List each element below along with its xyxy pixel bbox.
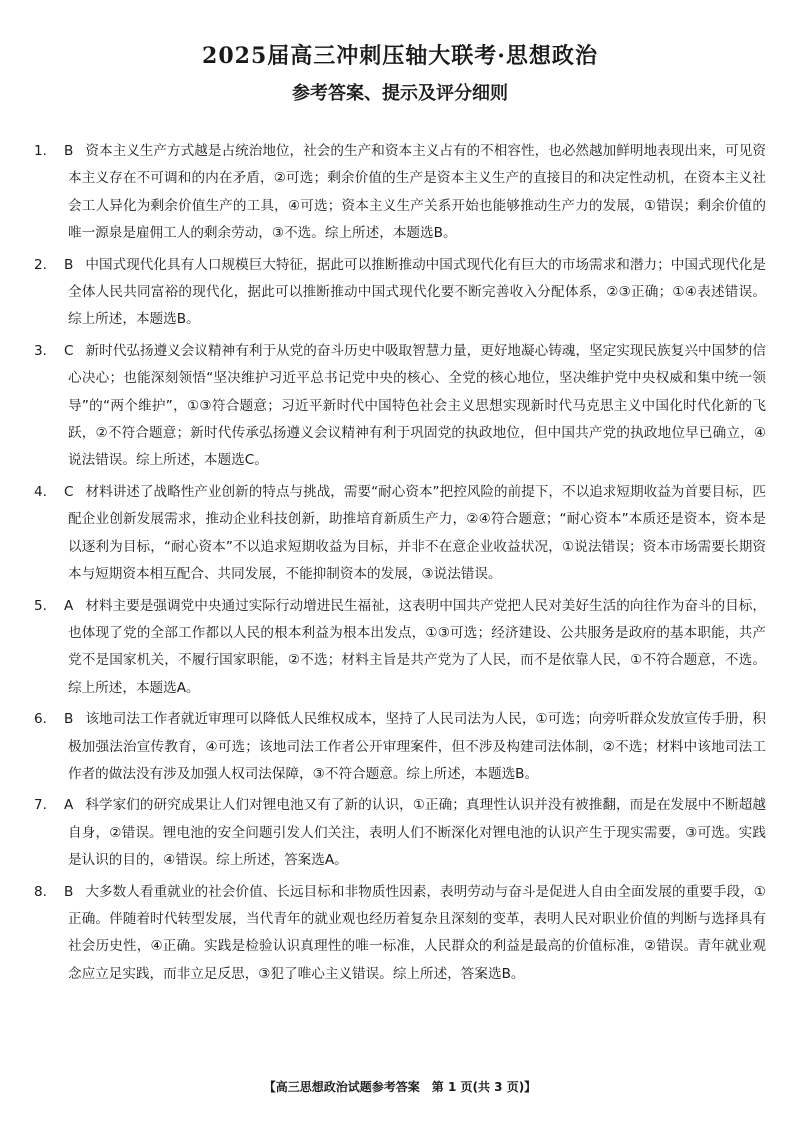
answer-number: 2. (34, 256, 47, 273)
answer-key: A (64, 597, 74, 614)
answer-key: A (64, 797, 74, 814)
answer-explanation: 资本主义生产方式越是占统治地位，社会的生产和资本主义占有的不相容性，也必然越加鲜明地表现出来，可见资本主义存在不可调和的内在矛盾，②可选；剩余价值的生产是资本主义生产的直接目的和决定性动机，在资本主义社会工人异化为剩余价值生产的工具，④可选；资本主义生产关系开始也能够推动生产力的发展，①错误；剩余价值的唯一源泉是雇佣工人的剩余劳动，③不选。综上所述，本题选B。 (68, 143, 766, 242)
answer-item (34, 879, 766, 989)
answer-item (34, 338, 766, 475)
answer-number: 5. (34, 597, 47, 614)
answer-explanation: 科学家们的研究成果让人们对锂电池又有了新的认识，①正确；真理性认识并没有被推翻，而是在发展中不断超越自身，②错误。锂电池的安全问题引发人们关注，表明人们不断深化对锂电池的认识产生于现实需要，③可选。实践是认识的目的，④错误。综上所述，答案选A。 (68, 797, 766, 869)
answer-item (34, 593, 766, 703)
answer-explanation: 中国式现代化具有人口规模巨大特征，据此可以推断推动中国式现代化有巨大的市场需求和潜力；中国式现代化是全体人民共同富裕的现代化，据此可以推断推动中国式现代化要不断完善收入分配体系，②③正确；①④表述错误。综上所述，本题选B。 (68, 256, 766, 328)
answer-item (34, 479, 766, 589)
answer-explanation: 大多数人看重就业的社会价值、长远目标和非物质性因素，表明劳动与奋斗是促进人自由全面发展的重要手段，①正确。伴随着时代转型发展，当代青年的就业观也经历着复杂且深刻的变革，表明人民对职业价值的判断与选择具有社会历史性，④正确。实践是检验认识真理性的唯一标准，人民群众的利益是最高的价值标准，②错误。青年就业观念应立足实践，而非立足反思，③犯了唯心主义错误。综上所述，答案选B。 (68, 883, 766, 982)
answer-explanation: 材料主要是强调党中央通过实际行动增进民生福祉，这表明中国共产党把人民对美好生活的向往作为奋斗的目标，也体现了党的全部工作都以人民的根本利益为根本出发点，①③可选；经济建设、公共服务是政府的基本职能，共产党不是国家机关，不履行国家职能，②不选；材料主旨是共产党为了人民，而不是依靠人民，①不符合题意，不选。综上所述，本题选A。 (68, 597, 766, 696)
answer-item (34, 706, 766, 788)
answer-list (34, 138, 766, 988)
answer-number: 3. (34, 342, 47, 359)
answer-key: C (64, 483, 74, 500)
answer-number: 6. (34, 711, 47, 728)
answer-explanation: 该地司法工作者就近审理可以降低人民维权成本，坚持了人民司法为人民，①可选；向旁听群众发放宣传手册，积极加强法治宣传教育，④可选；该地司法工作者公开审理案件，但不涉及构建司法体制，②不选；材料中该地司法工作者的做法没有涉及加强人权司法保障，③不符合题意。综上所述，本题选B。 (68, 711, 766, 782)
answer-explanation: 新时代弘扬遵义会议精神有利于从党的奋斗历史中吸取智慧力量，更好地凝心铸魂，坚定实现民族复兴中国梦的信心决心；也能深刻领悟“坚决维护习近平总书记党中央的核心、全党的核心地位，坚决维护党中央权威和集中统一领导”的“两个维护”，①③符合题意；习近平新时代中国特色社会主义思想实现新时代马克思主义中国化时代化新的飞跃，②不符合题意；新时代传承弘扬遵义会议精神有利于巩固党的执政地位，但中国共产党的执政地位早已确立，④说法错误。综上所述，本题选C。 (68, 342, 766, 469)
page-subtitle: 参考答案、提示及评分细则 (292, 83, 508, 104)
answer-key: B (64, 711, 74, 728)
answer-key: B (64, 883, 74, 900)
answer-key: C (64, 342, 74, 359)
answer-explanation: 材料讲述了战略性产业创新的特点与挑战，需要“耐心资本”把控风险的前提下，不以追求短期收益为首要目标，匹配企业创新发展需求，推动企业科技创新，助推培育新质生产力，②④符合题意；“耐心资本”本质还是资本，资本是以逐利为目标，“耐心资本”不以追求短期收益为目标，并非不在意企业收益状况，①说法错误；资本市场需要长期资本与短期资本相互配合、共同发展，不能抑制资本的发展，③说法错误。 (68, 483, 766, 583)
answer-key: B (64, 256, 74, 273)
page-footer: 【高三思想政治试题参考答案 第 1 页(共 3 页)】 (263, 1080, 537, 1094)
answer-item (34, 138, 766, 248)
page-title: 2025届高三冲刺压轴大联考·思想政治 (202, 43, 598, 69)
answer-item (34, 252, 766, 334)
answer-item (34, 792, 766, 874)
answer-key: B (64, 143, 74, 159)
answer-number: 4. (34, 483, 47, 500)
answer-number: 7. (34, 797, 47, 814)
answer-number: 1. (34, 143, 47, 159)
answer-number: 8. (34, 883, 47, 900)
